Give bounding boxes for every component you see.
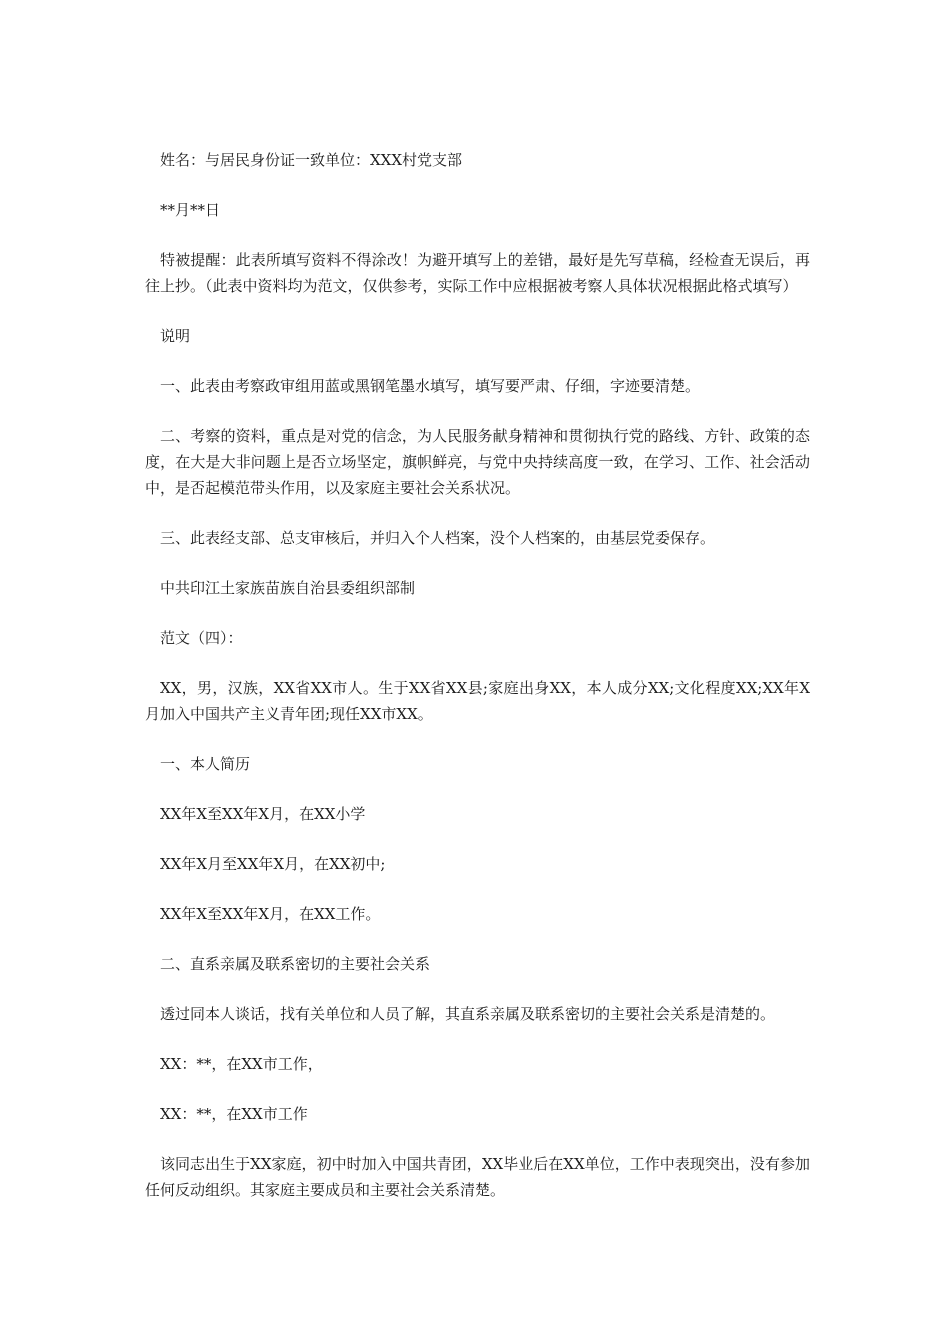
resume-item-2: XX年X月至XX年X月，在XX初中; <box>160 855 386 873</box>
resume-heading: 一、本人简历 <box>160 755 251 773</box>
relations-summary: 透过同本人谈话，找有关单位和人员了解，其直系亲属及联系密切的主要社会关系是清楚的。 <box>160 1005 776 1023</box>
document-body <box>145 147 810 1227</box>
personal-info: XX，男，汉族，XX省XX市人。生于XX省XX县;家庭出身XX，本人成分XX;文化程度XX;XX年X月加入中国共产主义青年团;现任XX市XX。 <box>145 679 810 723</box>
name-unit-line: 姓名：与居民身份证一致单位：XXX村党支部 <box>160 151 463 169</box>
instruction-item-1: 一、此表由考察政审组用蓝或黑钢笔墨水填写，填写要严肃、仔细，字迹要清楚。 <box>160 377 701 395</box>
instruction-item-2: 二、考察的资料，重点是对党的信念，为人民服务献身精神和贯彻执行党的路线、方针、政策的态度，在大是大非问题上是否立场坚定，旗帜鲜亮，与党中央持续高度一致，在学习、工作、社会活动中，是否起模范带头作用，以及家庭主要社会关系状况。 <box>145 427 810 497</box>
instructions-heading: 说明 <box>160 327 191 345</box>
date-line: **月**日 <box>160 201 221 219</box>
instruction-item-3: 三、此表经支部、总支审核后，并归入个人档案，没个人档案的，由基层党委保存。 <box>160 529 716 547</box>
relations-heading: 二、直系亲属及联系密切的主要社会关系 <box>160 955 431 973</box>
relation-item-1: XX：**，在XX市工作， <box>160 1055 323 1073</box>
special-reminder: 特被提醒：此表所填写资料不得涂改！为避开填写上的差错，最好是先写草稿，经检查无误后，再往上抄。（此表中资料均为范文，仅供参考，实际工作中应根据被考察人具体状况根据此格式填写） <box>145 251 810 295</box>
sample-heading: 范文（四）： <box>160 629 243 647</box>
resume-item-1: XX年X至XX年X月，在XX小学 <box>160 805 366 823</box>
relation-item-2: XX：**，在XX市工作 <box>160 1105 308 1123</box>
resume-item-3: XX年X至XX年X月，在XX工作。 <box>160 905 381 923</box>
issuing-organization: 中共印江土家族苗族自治县委组织部制 <box>160 579 416 597</box>
conclusion-paragraph: 该同志出生于XX家庭，初中时加入中国共青团，XX毕业后在XX单位，工作中表现突出，没有参加任何反动组织。其家庭主要成员和主要社会关系清楚。 <box>145 1155 810 1199</box>
